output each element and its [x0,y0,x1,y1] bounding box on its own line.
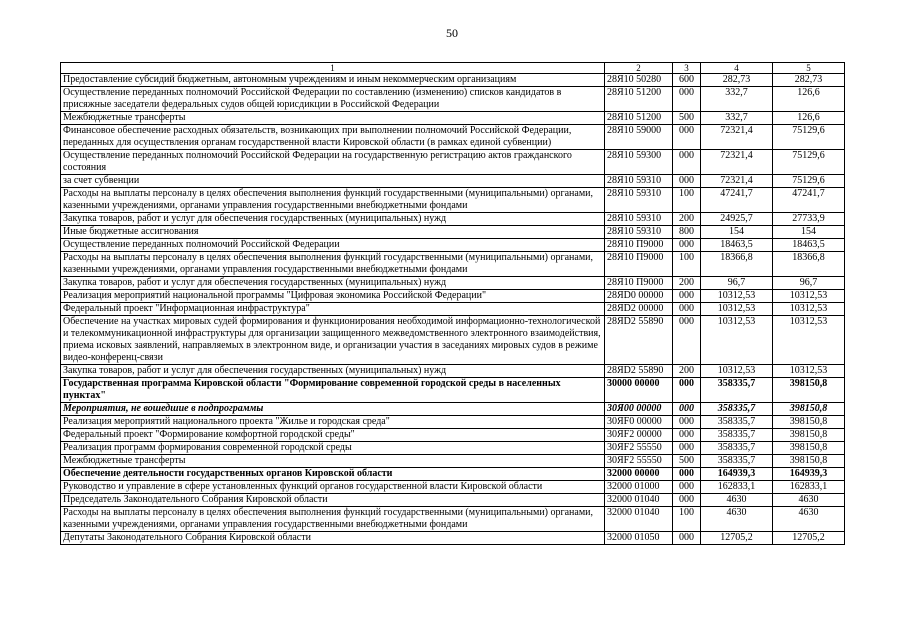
row-type-cell: 000 [673,416,701,429]
row-value-2022-cell: 126,6 [773,112,845,125]
row-value-2022-cell: 47241,7 [773,188,845,213]
row-value-2021-cell: 154 [701,226,773,239]
row-value-2022-cell: 96,7 [773,277,845,290]
row-name-cell: Реализация программ формирования современной городской среды [61,442,605,455]
table-row [61,175,845,188]
row-value-2022-cell: 282,73 [773,74,845,87]
row-code-cell: 28ЯD0 00000 [605,290,673,303]
row-value-2021-cell: 72321,4 [701,150,773,175]
row-value-2022-cell: 12705,2 [773,532,845,545]
row-code-cell: 28ЯD2 00000 [605,303,673,316]
row-value-2021-cell: 358335,7 [701,455,773,468]
row-type-cell: 000 [673,150,701,175]
row-code-cell: 28Я10 59310 [605,213,673,226]
row-value-2021-cell: 282,73 [701,74,773,87]
row-type-cell: 800 [673,226,701,239]
row-name-cell: Осуществление переданных полномочий Российской Федерации [61,239,605,252]
row-type-cell: 200 [673,365,701,378]
row-type-cell: 100 [673,188,701,213]
row-value-2021-cell: 10312,53 [701,316,773,365]
row-code-cell: 30000 00000 [605,378,673,403]
row-code-cell: 32000 01040 [605,507,673,532]
table-row [61,277,845,290]
row-code-cell: 30ЯF2 55550 [605,442,673,455]
column-header: 3 [673,63,701,74]
table-row [61,112,845,125]
row-name-cell: Депутаты Законодательного Собрания Кировской области [61,532,605,545]
table-row [61,365,845,378]
row-value-2022-cell: 10312,53 [773,365,845,378]
row-value-2022-cell: 398150,8 [773,378,845,403]
row-name-cell: Реализация мероприятий национальной программы "Цифровая экономика Российской Федерации" [61,290,605,303]
row-code-cell: 28Я10 59310 [605,226,673,239]
table-row [61,481,845,494]
table-row [61,74,845,87]
table-row [61,239,845,252]
row-type-cell: 000 [673,532,701,545]
row-type-cell: 000 [673,429,701,442]
row-type-cell: 000 [673,303,701,316]
table-row [61,429,845,442]
row-value-2022-cell: 18366,8 [773,252,845,277]
table-row [61,494,845,507]
row-type-cell: 100 [673,252,701,277]
row-type-cell: 600 [673,74,701,87]
page-number: 50 [446,26,458,40]
row-value-2021-cell: 162833,1 [701,481,773,494]
row-code-cell: 28Я10 П9000 [605,252,673,277]
table-header-row [61,63,845,74]
row-name-cell: Предоставление субсидий бюджетным, автономным учреждениям и иным некоммерческим организациям [61,74,605,87]
row-name-cell: Обеспечение на участках мировых судей формирования и функционирования необходимой информационно-технологической и телекоммуникационной инфраструктуры для организации защищенного межведомственного электронного взаимодействия, приема исковых заявлений, направляемых в электронном виде, и организации участия в заседаниях мировых судов в режиме видео-конференц-связи [61,316,605,365]
row-code-cell: 30ЯF2 00000 [605,429,673,442]
row-type-cell: 000 [673,403,701,416]
column-header: 5 [773,63,845,74]
row-code-cell: 28ЯD2 55890 [605,365,673,378]
row-value-2021-cell: 18366,8 [701,252,773,277]
row-value-2021-cell: 12705,2 [701,532,773,545]
table-row [61,87,845,112]
row-type-cell: 000 [673,87,701,112]
row-value-2021-cell: 358335,7 [701,378,773,403]
row-value-2021-cell: 96,7 [701,277,773,290]
row-value-2022-cell: 75129,6 [773,150,845,175]
table-row [61,378,845,403]
row-code-cell: 30ЯF0 00000 [605,416,673,429]
row-value-2021-cell: 72321,4 [701,175,773,188]
row-name-cell: Обеспечение деятельности государственных органов Кировской области [61,468,605,481]
table-row [61,507,845,532]
row-code-cell: 32000 01050 [605,532,673,545]
table-row [61,455,845,468]
table-row [61,213,845,226]
row-name-cell: Осуществление переданных полномочий Российской Федерации по составлению (изменению) списков кандидатов в присяжные заседатели федеральных судов общей юрисдикции в Российской Федерации [61,87,605,112]
row-value-2022-cell: 126,6 [773,87,845,112]
row-name-cell: Осуществление переданных полномочий Российской Федерации на государственную регистрацию актов гражданского состояния [61,150,605,175]
table-row [61,303,845,316]
row-code-cell: 28ЯD2 55890 [605,316,673,365]
row-type-cell: 000 [673,290,701,303]
table-row [61,468,845,481]
row-value-2022-cell: 27733,9 [773,213,845,226]
row-value-2022-cell: 10312,53 [773,290,845,303]
row-code-cell: 28Я10 59000 [605,125,673,150]
row-value-2022-cell: 4630 [773,507,845,532]
row-name-cell: Закупка товаров, работ и услуг для обеспечения государственных (муниципальных) нужд [61,213,605,226]
column-header: 2 [605,63,673,74]
column-header: 1 [61,63,605,74]
table-row [61,226,845,239]
row-value-2021-cell: 358335,7 [701,429,773,442]
table-row [61,442,845,455]
row-code-cell: 28Я10 51200 [605,87,673,112]
row-value-2021-cell: 72321,4 [701,125,773,150]
row-value-2021-cell: 10312,53 [701,290,773,303]
row-value-2021-cell: 4630 [701,507,773,532]
row-type-cell: 000 [673,481,701,494]
row-code-cell: 28Я10 59300 [605,150,673,175]
row-name-cell: Иные бюджетные ассигнования [61,226,605,239]
row-name-cell: Федеральный проект "Формирование комфортной городской среды" [61,429,605,442]
row-type-cell: 500 [673,112,701,125]
row-value-2022-cell: 398150,8 [773,429,845,442]
table-row [61,150,845,175]
row-value-2021-cell: 164939,3 [701,468,773,481]
row-code-cell: 28Я10 59310 [605,188,673,213]
row-value-2021-cell: 358335,7 [701,403,773,416]
row-value-2022-cell: 75129,6 [773,125,845,150]
row-value-2021-cell: 358335,7 [701,442,773,455]
row-name-cell: за счет субвенции [61,175,605,188]
row-code-cell: 28Я10 50280 [605,74,673,87]
row-code-cell: 32000 01000 [605,481,673,494]
row-name-cell: Федеральный проект "Информационная инфраструктура" [61,303,605,316]
table-row [61,252,845,277]
row-value-2022-cell: 10312,53 [773,303,845,316]
table-row [61,416,845,429]
row-type-cell: 000 [673,316,701,365]
row-name-cell: Расходы на выплаты персоналу в целях обеспечения выполнения функций государственными (муниципальными) органами, казенными учреждениями, органами управления государственными внебюджетными фондами [61,252,605,277]
row-value-2021-cell: 10312,53 [701,303,773,316]
row-value-2022-cell: 164939,3 [773,468,845,481]
row-value-2022-cell: 398150,8 [773,442,845,455]
row-code-cell: 28Я10 П9000 [605,277,673,290]
column-header: 4 [701,63,773,74]
row-code-cell: 32000 01040 [605,494,673,507]
row-code-cell: 32000 00000 [605,468,673,481]
row-type-cell: 000 [673,125,701,150]
row-value-2022-cell: 398150,8 [773,403,845,416]
row-name-cell: Финансовое обеспечение расходных обязательств, возникающих при выполнении полномочий Российской Федерации, переданных для осуществления органам государственной власти Кировской области (в рамках единой субвенции) [61,125,605,150]
row-value-2021-cell: 47241,7 [701,188,773,213]
row-value-2022-cell: 75129,6 [773,175,845,188]
row-value-2021-cell: 4630 [701,494,773,507]
table-row [61,403,845,416]
row-code-cell: 28Я10 59310 [605,175,673,188]
row-name-cell: Председатель Законодательного Собрания Кировской области [61,494,605,507]
row-type-cell: 000 [673,239,701,252]
row-value-2022-cell: 398150,8 [773,416,845,429]
budget-table [60,62,845,545]
row-name-cell: Межбюджетные трансферты [61,112,605,125]
table-row [61,125,845,150]
row-name-cell: Мероприятия, не вошедшие в подпрограммы [61,403,605,416]
row-type-cell: 000 [673,378,701,403]
row-value-2021-cell: 24925,7 [701,213,773,226]
row-value-2022-cell: 398150,8 [773,455,845,468]
row-value-2022-cell: 162833,1 [773,481,845,494]
row-code-cell: 28Я10 П9000 [605,239,673,252]
row-type-cell: 100 [673,507,701,532]
row-value-2021-cell: 358335,7 [701,416,773,429]
row-type-cell: 000 [673,468,701,481]
row-value-2022-cell: 18463,5 [773,239,845,252]
row-value-2021-cell: 18463,5 [701,239,773,252]
table-row [61,188,845,213]
row-value-2022-cell: 154 [773,226,845,239]
row-value-2021-cell: 332,7 [701,87,773,112]
row-type-cell: 500 [673,455,701,468]
row-code-cell: 30ЯF2 55550 [605,455,673,468]
row-value-2022-cell: 4630 [773,494,845,507]
row-name-cell: Межбюджетные трансферты [61,455,605,468]
row-name-cell: Закупка товаров, работ и услуг для обеспечения государственных (муниципальных) нужд [61,365,605,378]
row-type-cell: 200 [673,213,701,226]
row-code-cell: 30Я00 00000 [605,403,673,416]
row-name-cell: Реализация мероприятий национального проекта "Жилье и городская среда" [61,416,605,429]
row-code-cell: 28Я10 51200 [605,112,673,125]
row-type-cell: 000 [673,175,701,188]
table-row [61,316,845,365]
row-type-cell: 000 [673,494,701,507]
table-row [61,290,845,303]
row-name-cell: Расходы на выплаты персоналу в целях обеспечения выполнения функций государственными (муниципальными) органами, казенными учреждениями, органами управления государственными внебюджетными фондами [61,507,605,532]
row-name-cell: Руководство и управление в сфере установленных функций органов государственной власти Кировской области [61,481,605,494]
row-value-2021-cell: 332,7 [701,112,773,125]
row-name-cell: Расходы на выплаты персоналу в целях обеспечения выполнения функций государственными (муниципальными) органами, казенными учреждениями, органами управления государственными внебюджетными фондами [61,188,605,213]
table-body [61,74,845,545]
row-value-2021-cell: 10312,53 [701,365,773,378]
row-name-cell: Государственная программа Кировской области "Формирование современной городской среды в населенных пунктах" [61,378,605,403]
table-row [61,532,845,545]
row-type-cell: 200 [673,277,701,290]
row-name-cell: Закупка товаров, работ и услуг для обеспечения государственных (муниципальных) нужд [61,277,605,290]
row-value-2022-cell: 10312,53 [773,316,845,365]
row-type-cell: 000 [673,442,701,455]
